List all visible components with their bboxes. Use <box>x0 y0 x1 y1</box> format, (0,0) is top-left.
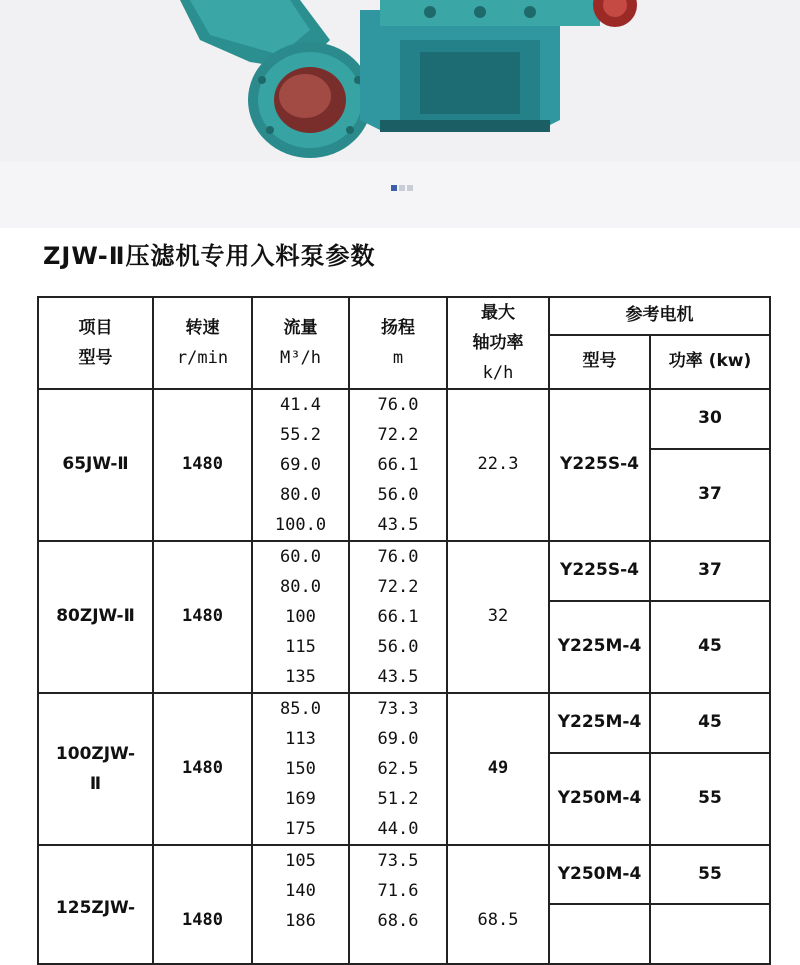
header-max-shaft-power: 最大 轴功率 k/h <box>447 297 549 389</box>
cell-motor-power: 45 <box>650 601 770 693</box>
cell-motor-power: 37 <box>650 449 770 541</box>
cell-model: 100ZJW- Ⅱ <box>38 693 153 845</box>
cell-head: 76.0 72.2 66.1 56.0 43.5 <box>349 541 447 693</box>
page-title: ZJW-Ⅱ压滤机专用入料泵参数 <box>43 242 376 270</box>
cell-flow: 105 140 186 <box>252 845 349 964</box>
header-motor-type: 型号 <box>549 335 650 389</box>
cell-motor-type: Y225S-4 <box>549 541 650 601</box>
cell-motor-type: Y250M-4 <box>549 845 650 904</box>
cell-power: 32 <box>447 541 549 693</box>
cell-motor-power <box>650 904 770 964</box>
carousel-dot-3[interactable] <box>407 185 413 191</box>
table-row <box>38 693 770 753</box>
cell-head: 76.0 72.2 66.1 56.0 43.5 <box>349 389 447 541</box>
header-head: 扬程 m <box>349 297 447 389</box>
header-model: 项目 型号 <box>38 297 153 389</box>
table-row <box>38 845 770 904</box>
cell-speed: 1480 <box>153 389 252 541</box>
cell-motor-type: Y225M-4 <box>549 693 650 753</box>
cell-motor-type: Y250M-4 <box>549 753 650 845</box>
cell-motor-power: 45 <box>650 693 770 753</box>
cell-speed: 1480 <box>153 845 252 964</box>
carousel-indicator[interactable] <box>391 185 413 191</box>
cell-power: 49 <box>447 693 549 845</box>
header-speed: 转速 r/min <box>153 297 252 389</box>
cell-head: 73.3 69.0 62.5 51.2 44.0 <box>349 693 447 845</box>
cell-motor-type: Y225S-4 <box>549 389 650 541</box>
cell-motor-type <box>549 904 650 964</box>
header-flow: 流量 M³/h <box>252 297 349 389</box>
cell-head: 73.5 71.6 68.6 <box>349 845 447 964</box>
carousel-dot-1[interactable] <box>391 185 397 191</box>
header-reference-motor: 参考电机 <box>549 297 770 335</box>
cell-model: 125ZJW- <box>38 845 153 964</box>
pump-illustration <box>0 0 800 162</box>
cell-flow: 60.0 80.0 100 115 135 <box>252 541 349 693</box>
cell-motor-power: 37 <box>650 541 770 601</box>
cell-power: 22.3 <box>447 389 549 541</box>
cell-power: 68.5 <box>447 845 549 964</box>
cell-model: 80ZJW-Ⅱ <box>38 541 153 693</box>
cell-motor-power: 55 <box>650 845 770 904</box>
cell-motor-type: Y225M-4 <box>549 601 650 693</box>
carousel-area <box>0 162 800 228</box>
cell-speed: 1480 <box>153 541 252 693</box>
parameter-table <box>37 296 771 965</box>
cell-flow: 41.4 55.2 69.0 80.0 100.0 <box>252 389 349 541</box>
cell-flow: 85.0 113 150 169 175 <box>252 693 349 845</box>
cell-motor-power: 55 <box>650 753 770 845</box>
carousel-dot-2[interactable] <box>399 185 405 191</box>
product-photo <box>0 0 800 162</box>
cell-speed: 1480 <box>153 693 252 845</box>
table-row <box>38 541 770 601</box>
header-motor-power: 功率 (kw) <box>650 335 770 389</box>
table-row <box>38 389 770 449</box>
cell-motor-power: 30 <box>650 389 770 449</box>
cell-model: 65JW-Ⅱ <box>38 389 153 541</box>
